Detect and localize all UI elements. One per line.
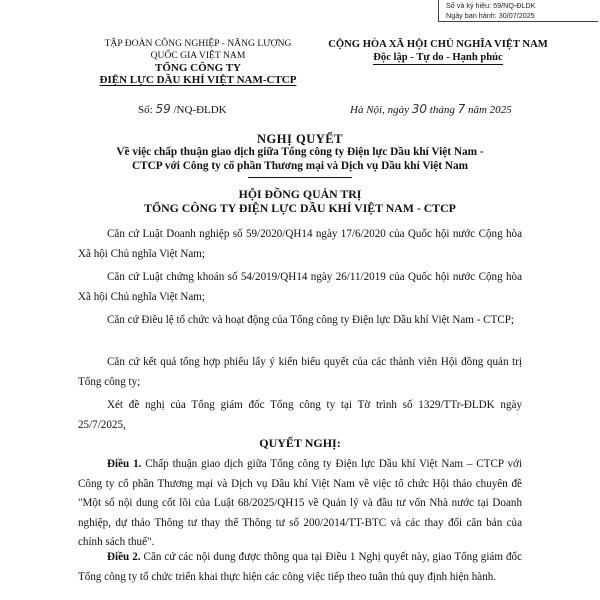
decision-heading: QUYẾT NGHỊ: [259, 436, 341, 450]
document-number-value: 59 [155, 102, 171, 116]
national-title: CỘNG HÒA XÃ HỘI CHỦ NGHĨA VIỆT NAM [328, 39, 548, 50]
date-month: 7 [457, 102, 466, 116]
preamble-clause: Căn cứ kết quả tổng hợp phiếu lấy ý kiến biểu quyết của các thành viên Hội đồng quản trị Tổng công ty; [78, 356, 522, 388]
preamble-clause: Căn cứ Điều lệ tổ chức và hoạt động của Tổng công ty Điện lực Dầu khí Việt Nam - CTCP; [107, 314, 515, 326]
article-text: Căn cứ các nội dung được thông qua tại Điều 1 Nghị quyết này, giao Tổng giám đốc Tổng công ty tổ chức triển khai thực hiện các công việc tiếp theo tuân thủ quy định hiện hành. [78, 551, 522, 583]
preamble-clause: Xét đề nghị của Tổng giám đốc Tổng công ty tại Tờ trình số 1329/TTr-ĐLDK ngày 25/7/2025, [78, 399, 522, 431]
resolution-subject-line2: CTCP với Công ty cổ phần Thương mại và Dịch vụ Dầu khí Việt Nam [131, 160, 469, 172]
issuer-group-line1: TẬP ĐOÀN CÔNG NGHIỆP - NĂNG LƯỢNG [104, 38, 292, 49]
national-motto: Độc lập - Tự do - Hạnh phúc [373, 52, 503, 63]
article-label: Điều 1. [107, 458, 142, 470]
date-day: 30 [411, 102, 428, 116]
national-header [318, 38, 558, 65]
date-month-label: tháng [429, 104, 455, 116]
subject-divider [248, 177, 352, 178]
preamble-clause: Căn cứ Luật chứng khoán số 54/2019/QH14 ngày 26/11/2019 của Quốc hội nước Cộng hòa Xã hội Chủ nghĩa Việt Nam; [78, 271, 522, 303]
board-title-line1: HỘI ĐỒNG QUẢN TRỊ [238, 187, 362, 201]
stamp-issue-date: Ngày ban hành: 30/07/2025 [446, 10, 535, 20]
issue-place-date [350, 102, 512, 116]
stamp-number: Số và ký hiệu: 59/NQ-ĐLDK [446, 1, 536, 10]
issuer-group-line2: QUỐC GIA VIỆT NAM [150, 50, 246, 61]
article-label: Điều 2. [107, 551, 141, 563]
issuer-corp-line2: ĐIỆN LỰC DẦU KHÍ VIỆT NAM-CTCP [99, 74, 297, 86]
document-number-prefix: Số: [138, 104, 153, 116]
resolution-title: NGHỊ QUYẾT [257, 132, 343, 146]
board-title-line2: TỔNG CÔNG TY ĐIỆN LỰC DẦU KHÍ VIỆT NAM - CTCP [144, 201, 456, 215]
date-year: năm 2025 [467, 104, 512, 116]
preamble-clause: Căn cứ Luật Doanh nghiệp số 59/2020/QH14 ngày 17/6/2020 của Quốc hội nước Cộng hòa Xã hội Chủ nghĩa Việt Nam; [78, 228, 522, 260]
article-1 [78, 455, 522, 553]
issuer-corp-line1: TỔNG CÔNG TY [155, 62, 241, 74]
document-id-stamp [438, 0, 598, 22]
article-text: Chấp thuận giao dịch giữa Tổng công ty Điện lực Dầu khí Việt Nam – CTCP với Công ty cổ phần Thương mại và Dịch vụ Dầu khí Việt Nam về việc tổ chức Hội thảo chuyên đề "Một số nội dung cốt lõi của Luật 68/2025/QH15 về Quản lý và đầu tư vốn Nhà nước tại Doanh nghiệp, dự thảo Thông tư thay thế Thông tư số 200/2014/TT-BTC và các thay đổi căn bản của chính sách thuế". [78, 458, 523, 549]
document-number-suffix: /NQ-ĐLDK [173, 104, 227, 116]
article-2 [78, 548, 522, 587]
document-number [138, 102, 227, 116]
issuer-header [78, 38, 318, 86]
date-place: Hà Nội, ngày [350, 104, 409, 116]
resolution-subject-line1: Về việc chấp thuận giao dịch giữa Tổng công ty Điện lực Dầu khí Việt Nam - [116, 146, 484, 158]
